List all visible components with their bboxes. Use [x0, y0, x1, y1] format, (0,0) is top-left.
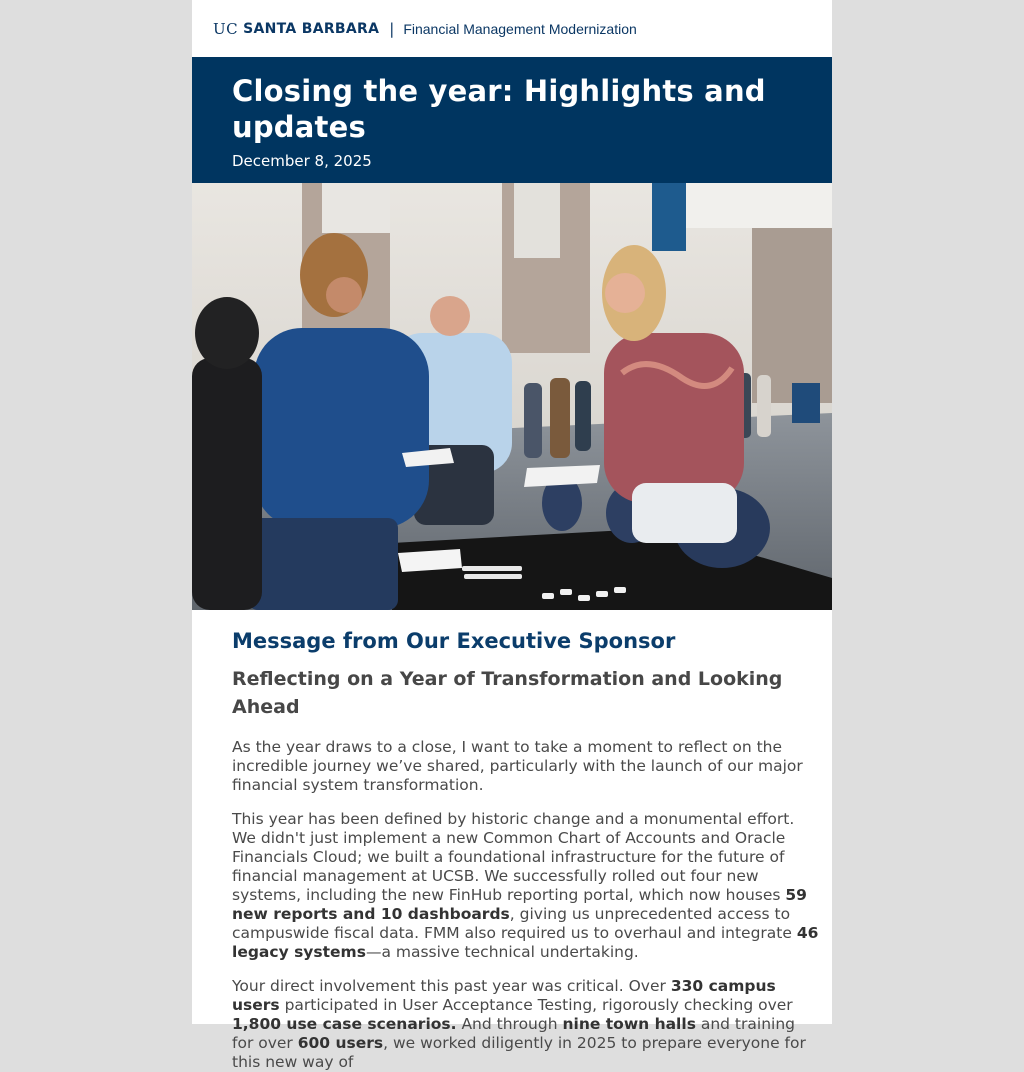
event-photo	[192, 183, 832, 610]
stat-use-cases: 1,800 use case scenarios.	[232, 1015, 457, 1033]
logo-separator: |	[389, 19, 395, 38]
paragraph-text: , giving us unprecedented access to campuswide fiscal data. FMM also required us to overhaul and integrate	[232, 905, 797, 942]
paragraph-involvement	[232, 977, 820, 1072]
paragraph-text: Your direct involvement this past year was critical. Over	[232, 977, 671, 995]
newsletter-title: Closing the year: Highlights and updates	[232, 74, 766, 144]
paragraph-text: This year has been defined by historic change and a monumental effort. We didn't just implement a new Common Chart of Accounts and Oracle Financials Cloud; we built a foundational infrastructure for the future of financial management at UCSB. We successfully rolled out four new systems, including the new FinHub reporting portal, which now houses	[232, 810, 795, 904]
program-name: Financial Management Modernization	[403, 20, 637, 37]
logo-santa-barbara: SANTA BARBARA	[243, 20, 380, 37]
newsletter-page	[192, 0, 832, 1071]
stat-reports-dashboards: 59 new reports and 10 dashboards	[232, 886, 807, 923]
stat-trained-users: 600 users	[297, 1034, 384, 1052]
paragraph-achievements	[232, 810, 820, 962]
hero-banner	[192, 57, 832, 183]
message-section	[192, 610, 832, 1072]
paragraph-text: and training for over	[232, 1015, 795, 1052]
paragraph-text: And through	[456, 1015, 563, 1033]
stat-town-halls: nine town halls	[562, 1015, 696, 1033]
section-title: Message from Our Executive Sponsor	[232, 629, 676, 653]
paragraph-intro: As the year draws to a close, I want to take a moment to reflect on the incredible journey we’ve shared, particularly with the launch of our major financial system transformation.	[232, 738, 803, 794]
paragraph-text: —a massive technical undertaking.	[365, 943, 639, 961]
section-subtitle: Reflecting on a Year of Transformation and Looking Ahead	[232, 668, 783, 718]
newsletter-date: December 8, 2025	[232, 152, 372, 170]
stat-campus-users: 330 campus users	[232, 977, 776, 1014]
logo-uc: UC	[213, 19, 239, 38]
paragraph-text: participated in User Acceptance Testing, rigorously checking over	[279, 996, 793, 1014]
masthead	[192, 0, 832, 57]
stat-legacy-systems: 46 legacy systems	[232, 924, 819, 961]
paragraph-text: , we worked diligently in 2025 to prepare everyone for this new way of	[232, 1034, 806, 1071]
